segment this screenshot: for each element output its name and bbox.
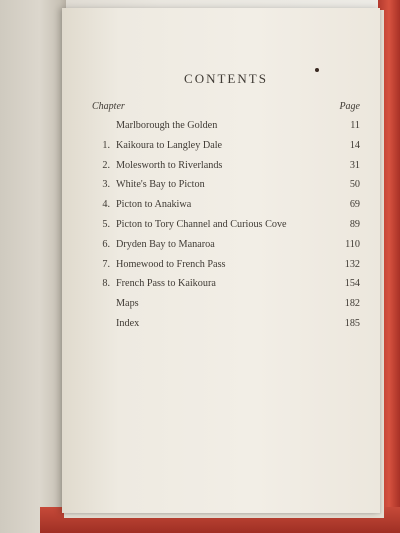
table-of-contents	[92, 71, 360, 334]
page-number: 69	[349, 199, 360, 211]
column-headings	[92, 101, 360, 112]
page-number: 185	[344, 317, 360, 329]
page-heading: Page	[339, 101, 360, 112]
chapter-title: Kaikoura to Langley Dale	[116, 139, 223, 151]
chapter-number: 3.	[102, 179, 110, 191]
toc-entry	[92, 156, 360, 176]
chapter-number: 4.	[102, 199, 110, 211]
toc-entry	[92, 274, 360, 294]
contents-title: CONTENTS	[184, 71, 268, 86]
chapter-title: Homewood to French Pass	[116, 258, 226, 270]
toc-entry	[92, 235, 360, 255]
toc-entry	[92, 116, 360, 136]
toc-entry	[92, 136, 360, 156]
page-number: 89	[349, 218, 360, 230]
chapter-number: 7.	[102, 258, 110, 270]
chapter-number: 2.	[102, 159, 110, 171]
page-number: 182	[344, 298, 360, 310]
chapter-title: Marlborough the Golden	[116, 120, 218, 131]
chapter-number: 8.	[102, 278, 110, 290]
page-number: 31	[349, 159, 360, 171]
toc-entry	[92, 314, 360, 334]
chapter-title: Maps	[116, 298, 139, 310]
chapter-title: White's Bay to Picton	[116, 179, 205, 191]
toc-entry	[92, 175, 360, 195]
chapter-title: Dryden Bay to Manaroa	[116, 238, 215, 250]
toc-entry	[92, 294, 360, 314]
page-number: 50	[349, 179, 360, 191]
chapter-title: Index	[116, 317, 140, 329]
page-number: 110	[345, 238, 360, 250]
page-number: 132	[344, 258, 360, 270]
chapter-title: French Pass to Kaikoura	[116, 278, 216, 290]
page-number: 154	[344, 278, 360, 290]
toc-entry	[92, 215, 360, 235]
chapter-number: 6.	[102, 238, 110, 250]
toc-entry	[92, 195, 360, 215]
chapter-number: 1.	[102, 139, 110, 151]
page-number: 11	[350, 120, 360, 131]
chapter-title: Picton to Anakiwa	[116, 199, 192, 211]
left-page-edge	[0, 0, 66, 533]
chapter-title: Molesworth to Riverlands	[116, 159, 223, 171]
chapter-heading: Chapter	[92, 101, 125, 112]
page-number: 14	[349, 139, 360, 151]
contents-page	[62, 8, 380, 513]
chapter-title: Picton to Tory Channel and Curious Cove	[116, 218, 287, 230]
toc-entry	[92, 255, 360, 275]
chapter-number: 5.	[102, 218, 110, 230]
